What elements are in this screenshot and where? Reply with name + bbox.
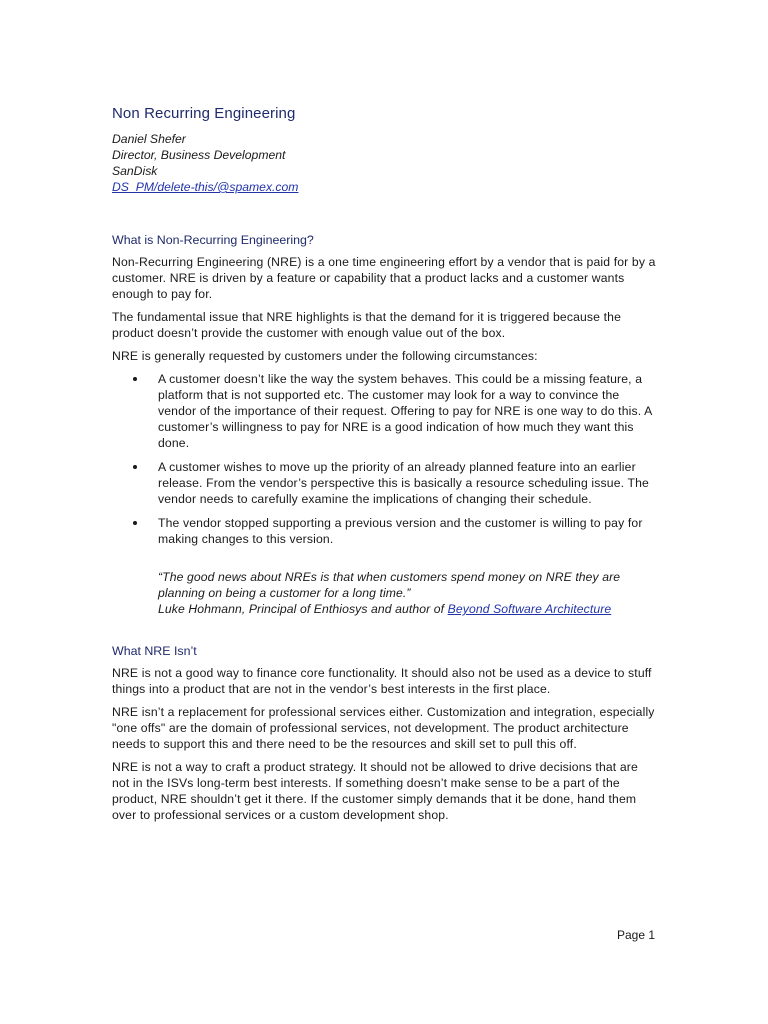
section-what-nre-isnt: [112, 643, 657, 823]
section-heading: What NRE Isn’t: [112, 644, 197, 658]
section-what-is-nre: [112, 232, 657, 617]
paragraph: NRE is not a good way to finance core functionality. It should also not be used as a device to stuff things into a product that are not in the vendor’s best interests in the first place.: [112, 666, 652, 696]
paragraph: The fundamental issue that NRE highlights is that the demand for it is triggered because the product doesn’t provide the customer with enough value out of the box.: [112, 310, 622, 340]
quote-block: [158, 569, 657, 617]
bullet-list: [112, 371, 657, 547]
author-email-link[interactable]: DS_PM/delete-this/@spamex.com: [112, 180, 299, 194]
bullet-text: The vendor stopped supporting a previous version and the customer is willing to pay for making changes to this version.: [158, 516, 643, 546]
paragraph: NRE is not a way to craft a product strategy. It should not be allowed to drive decisions that are not in the ISVs long-term best interests. If something doesn’t make sense to be a part of the product, NRE shouldn’t get it there. If the customer simply demands that it be done, hand them over to professional services or a custom development shop.: [112, 760, 638, 822]
bullet-icon: [133, 465, 137, 469]
document-title: Non Recurring Engineering: [112, 105, 296, 122]
page-number: Page 1: [617, 928, 656, 942]
bullet-icon: [133, 521, 137, 525]
quote-attribution-text: Luke Hohmann, Principal of Enthiosys and author of: [158, 602, 448, 616]
bullet-item: [112, 515, 657, 547]
bullet-item: [112, 459, 657, 507]
author-position: Director, Business Development: [112, 148, 286, 162]
paragraph: Non-Recurring Engineering (NRE) is a one time engineering effort by a vendor that is paid for by a customer. NRE is driven by a feature or capability that a product lacks and a customer wants enough to pay for.: [112, 255, 656, 301]
bullet-text: A customer doesn’t like the way the system behaves. This could be a missing feature, a platform that is not supported etc. The customer may look for a way to convince the vendor of the importance of their request. Offering to pay for NRE is one way to do this. A customer’s willingness to pay for NRE is a good indication of how much they want this done.: [158, 372, 652, 450]
quote-attribution: [158, 601, 657, 617]
author-company: SanDisk: [112, 164, 158, 178]
author-block: [112, 131, 298, 195]
author-name: Daniel Shefer: [112, 132, 186, 146]
book-link[interactable]: Beyond Software Architecture: [447, 602, 612, 616]
paragraph: NRE isn’t a replacement for professional services either. Customization and integration, especially "one offs" are the domain of professional services, not development. The product architecture needs to support this and there need to be the resources and skill set to pull this off.: [112, 705, 655, 751]
bullet-item: [112, 371, 657, 451]
bullet-icon: [133, 377, 137, 381]
document-body: [112, 232, 657, 830]
paragraph: NRE is generally requested by customers under the following circumstances:: [112, 349, 538, 363]
quote-text: “The good news about NREs is that when customers spend money on NRE they are planning on being a customer for a long time.”: [158, 570, 621, 600]
section-heading: What is Non-Recurring Engineering?: [112, 233, 314, 247]
bullet-text: A customer wishes to move up the priority of an already planned feature into an earlier release. From the vendor’s perspective this is basically a resource scheduling issue. The vendor needs to carefully examine the implications of changing their schedule.: [158, 460, 649, 506]
